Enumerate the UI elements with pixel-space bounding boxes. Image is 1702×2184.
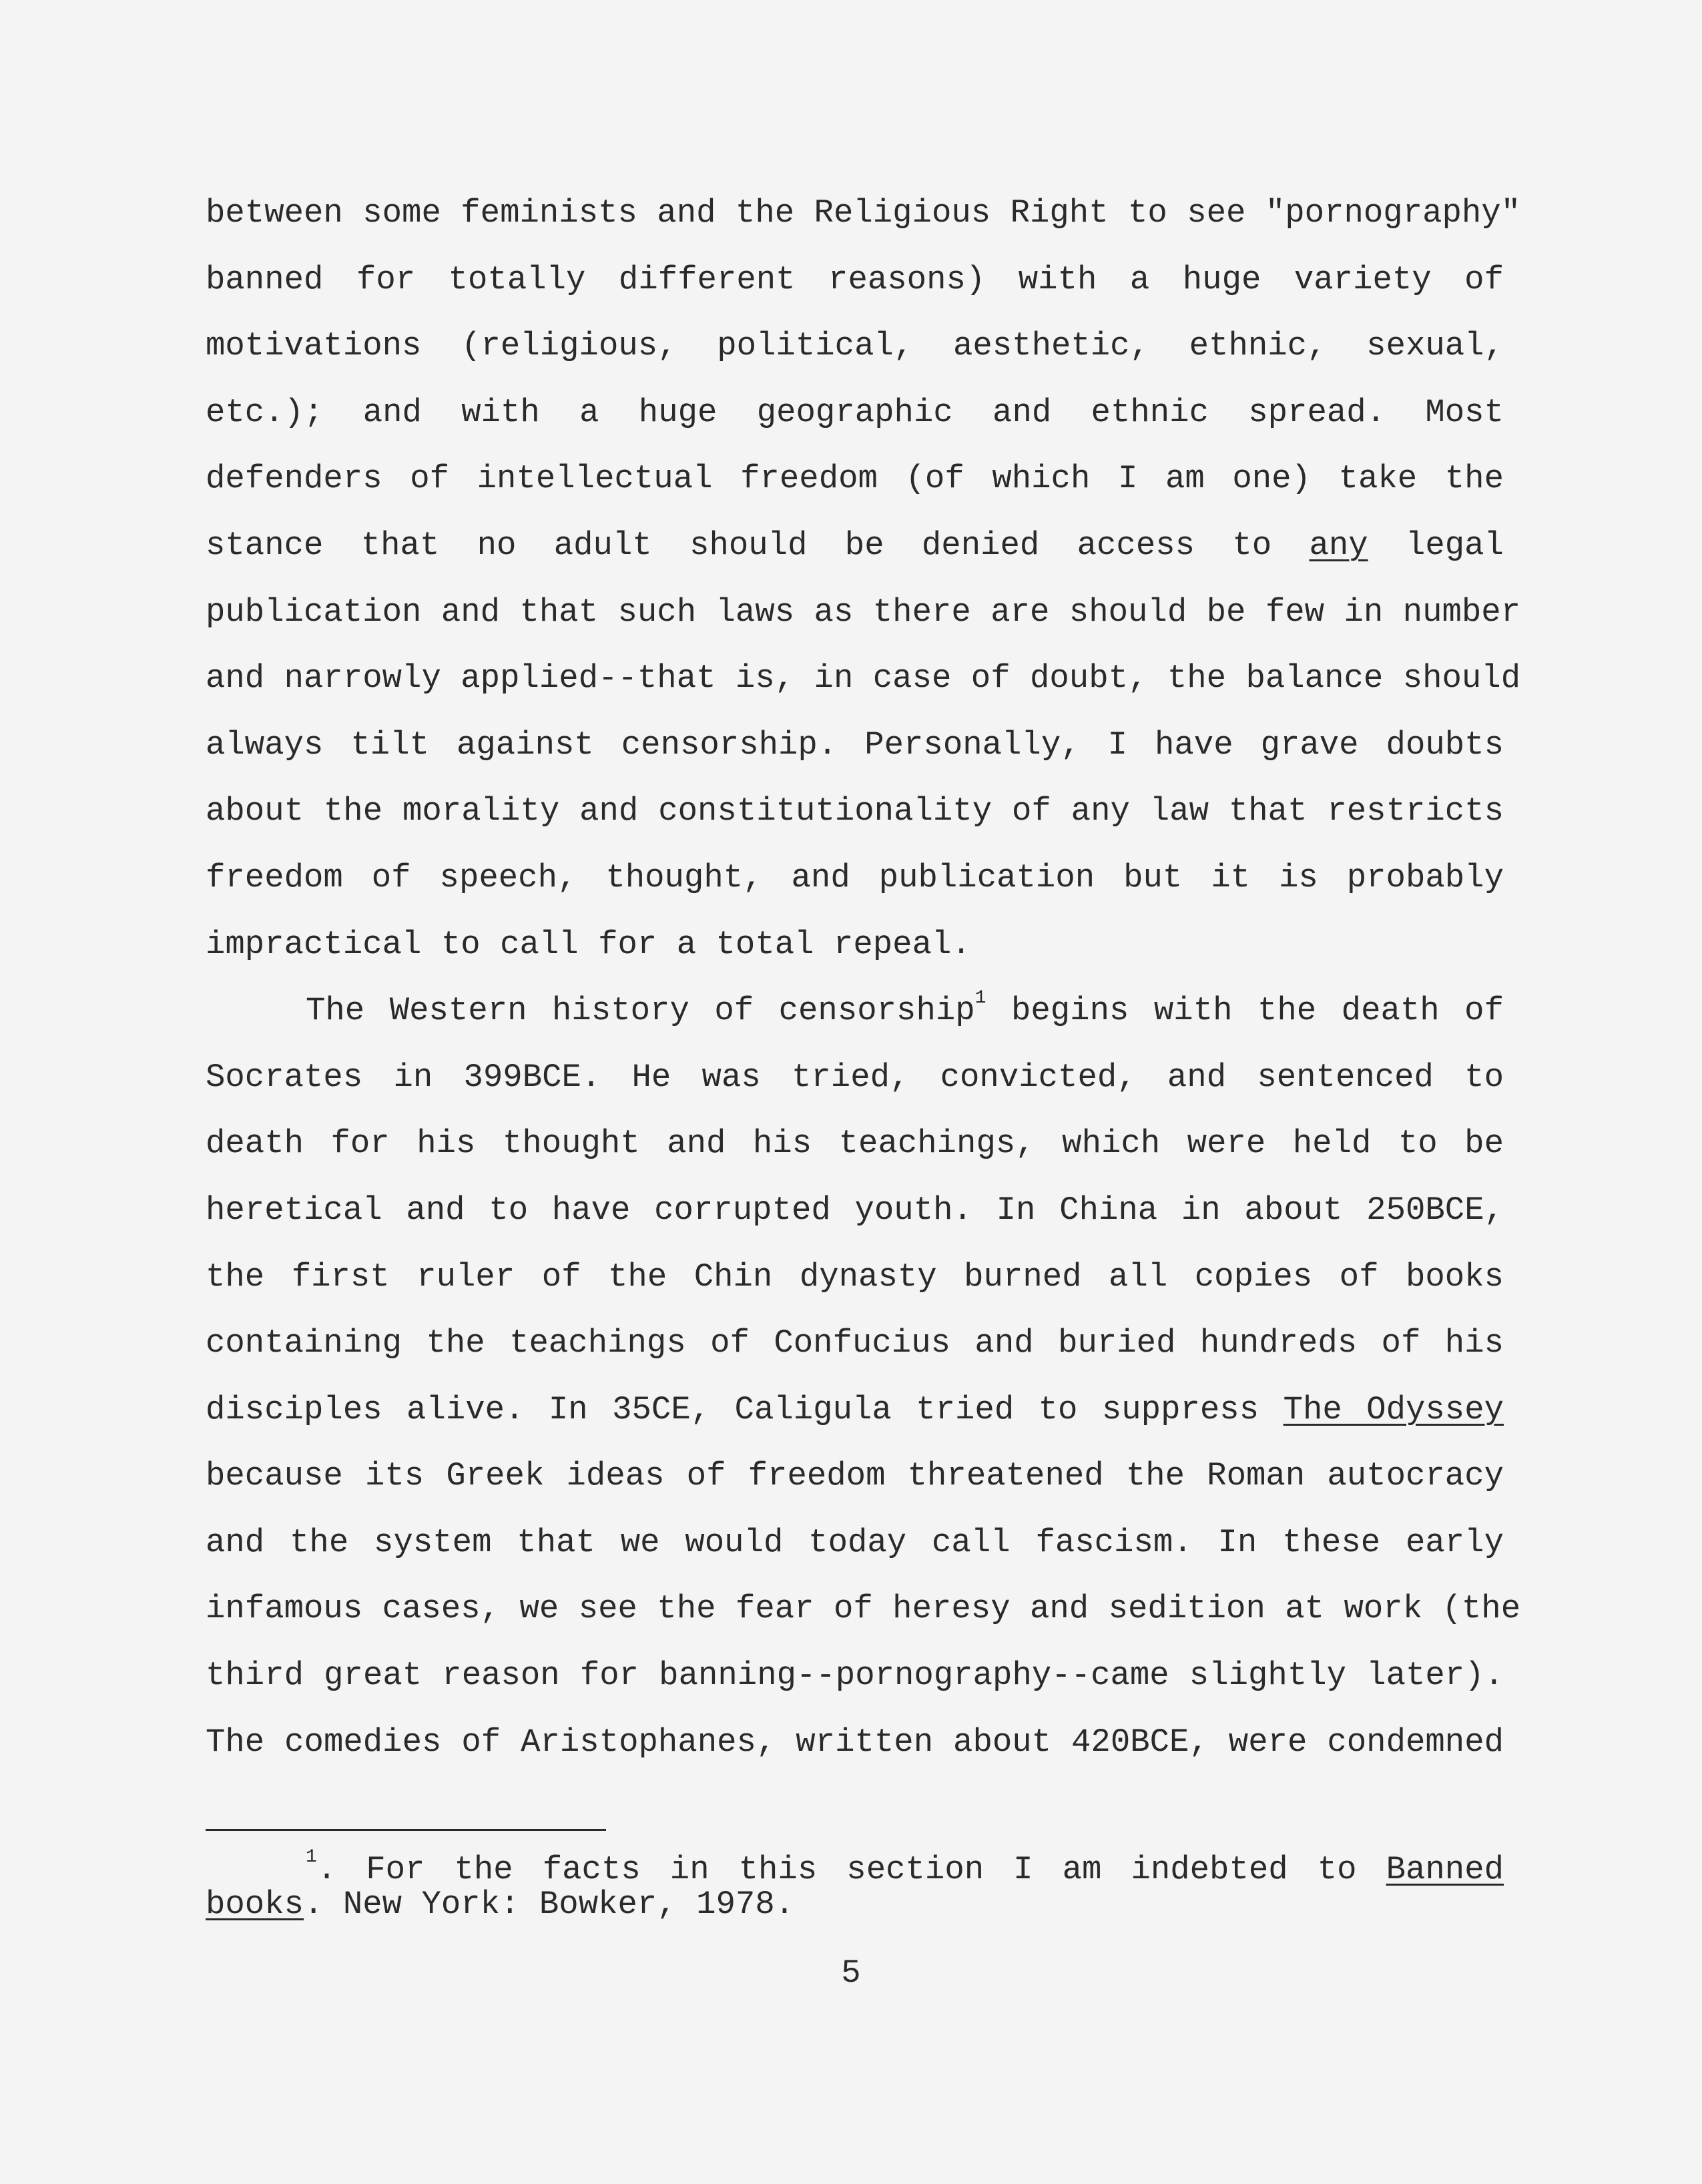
text-line: Socrates in 399BCE. He was tried, convicted, and sentenced to [206,1058,1504,1096]
text-line [206,513,1504,579]
body-text [206,180,1521,1776]
text-segment: disciples alive. In 35CE, Caligula tried to suppress [206,1390,1259,1428]
footnote-marker: 1 [306,1846,317,1868]
text-line: freedom of speech, thought, and publication but it is probably [206,858,1504,896]
footnote-segment: . New York: Bowker, 1978. [304,1886,795,1923]
text-line: always tilt against censorship. Personally, I have grave doubts [206,726,1504,764]
text-line: etc.); and with a huge geographic and ethnic spread. Most [206,393,1504,431]
text-line: heretical and to have corrupted youth. In China in about 250BCE, [206,1191,1504,1229]
underlined-title: books [206,1886,304,1923]
underlined-title: Banned [1386,1851,1504,1888]
text-line: banned for totally different reasons) with a huge variety of [206,260,1504,298]
text-line: the first ruler of the Chin dynasty burned all copies of books [206,1258,1504,1296]
text-line: and the system that we would today call fascism. In these early [206,1523,1504,1561]
footnote-line [206,1846,1504,1888]
page-number: 5 [841,1954,861,1992]
text-line: third great reason for banning--pornography--came slightly later). [206,1657,1504,1695]
text-line: because its Greek ideas of freedom threatened the Roman autocracy [206,1457,1504,1495]
text-line: containing the teachings of Confucius and buried hundreds of his [206,1324,1504,1362]
text-line: motivations (religious, political, aesthetic, ethnic, sexual, [206,327,1504,365]
text-segment: The Western history of censorship [306,992,975,1030]
footnote-divider [206,1829,606,1831]
text-line: and narrowly applied--that is, in case of doubt, the balance should [206,659,1521,698]
text-segment: begins with the death of [986,992,1504,1030]
text-line: impractical to call for a total repeal. [206,925,971,963]
text-line [206,978,1504,1045]
text-line: defenders of intellectual freedom (of which I am one) take the [206,460,1504,498]
text-line: between some feminists and the Religious Right to see "pornography" [206,194,1521,232]
underlined-title: The Odyssey [1283,1390,1504,1428]
footnote-segment: . For the facts in this section I am indebted to [316,1851,1357,1888]
text-line: about the morality and constitutionality of any law that restricts [206,792,1504,830]
footnote [206,1846,1504,1923]
footnote-line [206,1887,1504,1922]
underlined-word: any [1309,526,1368,564]
text-line: infamous cases, we see the fear of heresy and sedition at work (the [206,1590,1521,1628]
text-line: death for his thought and his teachings, which were held to be [206,1125,1504,1163]
text-segment: stance that no adult should be denied access to [206,526,1272,564]
footnote-reference: 1 [974,987,986,1009]
text-segment: legal [1405,526,1504,564]
text-line: publication and that such laws as there are should be few in number [206,593,1521,631]
text-line [206,1377,1504,1444]
text-line: The comedies of Aristophanes, written about 420BCE, were condemned [206,1723,1504,1761]
